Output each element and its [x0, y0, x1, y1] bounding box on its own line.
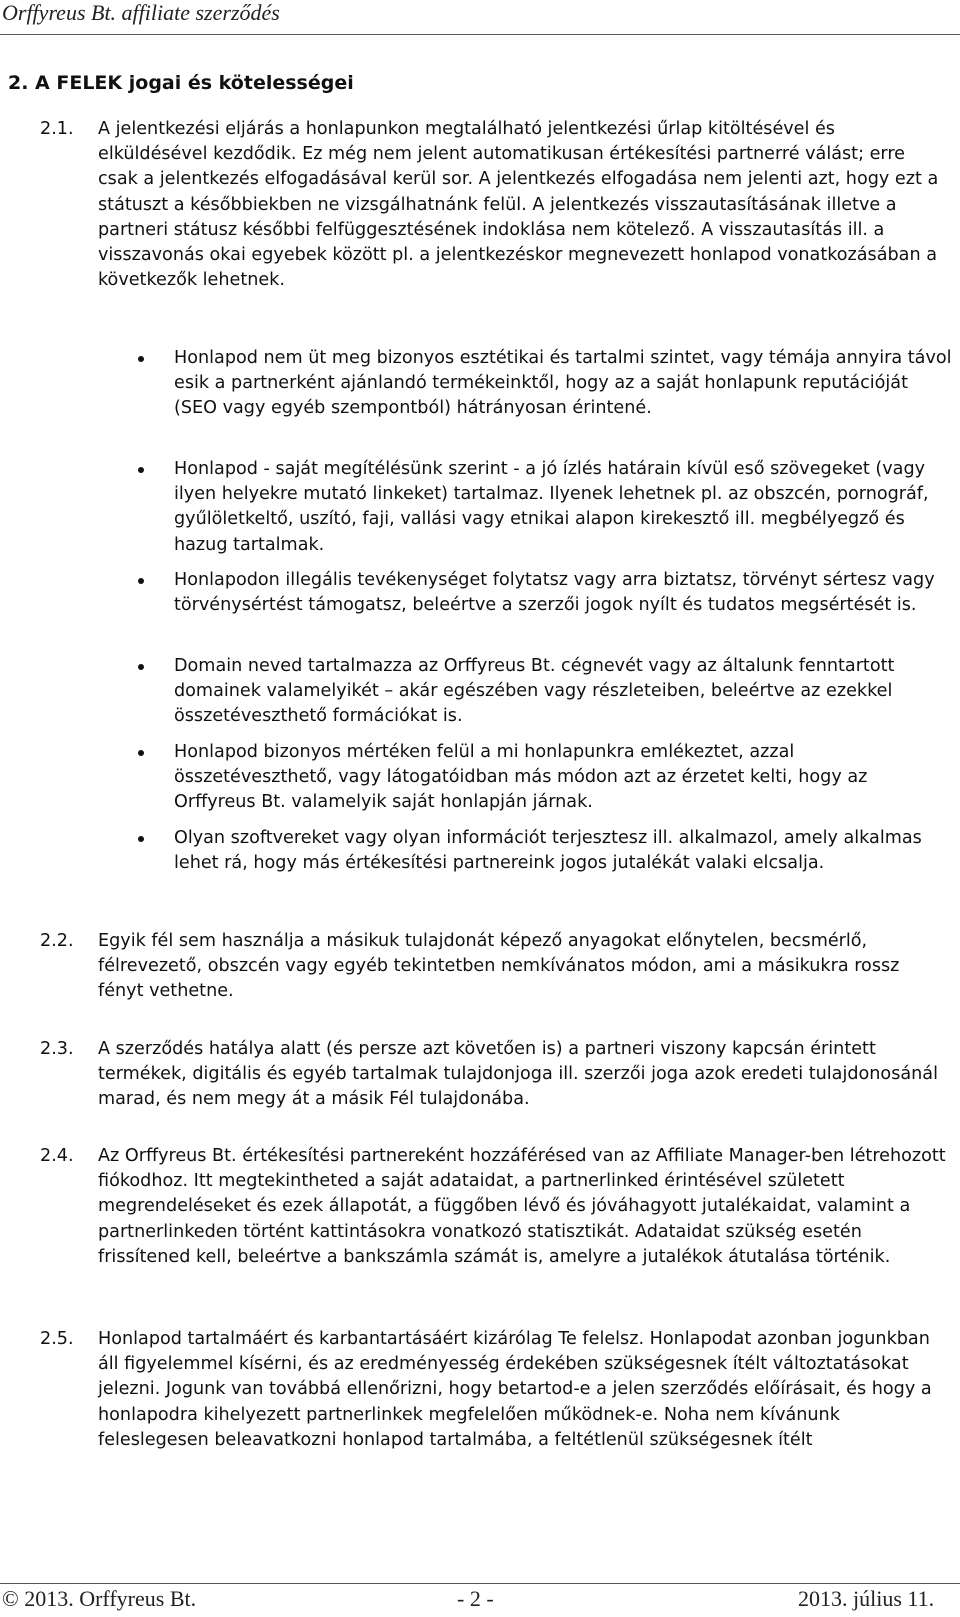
- list-item-text: Domain neved tartalmazza az Orffyreus Bt. cégnevét vagy az általunk fenntartott domainek valamelyikét – akár egészében vagy részleteiben, beleértve az ezekkel összetéveszthető formációkat is.: [174, 656, 895, 727]
- document-header-title: Orffyreus Bt. affiliate szerződés: [2, 0, 280, 25]
- footer-page-number: - 2 -: [457, 1586, 494, 1611]
- clause-number: 2.4.: [40, 1146, 74, 1166]
- clause-number: 2.2.: [40, 931, 74, 951]
- footer-copyright: © 2013. Orffyreus Bt.: [2, 1586, 197, 1611]
- list-item-text: Honlapod - saját megítélésünk szerint - a jó ízlés határain kívül eső szövegeket (vagy ilyen helyekre mutató linkeket) tartalmaz. Ilyenek lehetnek pl. az obszcén, pornográf, gyűlöletkeltő, uszító, faji, vallási vagy etnikai alapon kirekesztő ill. megbélyegző és hazug tartalmak.: [174, 459, 929, 555]
- clause-text: Egyik fél sem használja a másikuk tulajdonát képező anyagokat előnytelen, becsmérlő, félrevezető, obszcén vagy egyéb tekintetben nemkívánatos módon, ami a másikukra rossz fényt vethetne.: [98, 931, 900, 1002]
- clause-text: A szerződés hatálya alatt (és persze azt követően is) a partneri viszony kapcsán érintett termékek, digitális és egyéb tartalmak tulajdonjoga ill. szerzői joga azok eredeti tulajdonosánál marad, és nem megy át a másik Fél tulajdonába.: [98, 1039, 938, 1110]
- bullet-icon: [138, 578, 144, 584]
- footer-divider: [0, 1583, 960, 1584]
- bullet-icon: [138, 750, 144, 756]
- bullet-icon: [138, 467, 144, 473]
- list-item-text: Olyan szoftvereket vagy olyan információt terjesztesz ill. alkalmazol, amely alkalmas lehet rá, hogy más értékesítési partnereink jogos jutalékát valaki elcsalja.: [174, 828, 922, 874]
- clause-text: A jelentkezési eljárás a honlapunkon megtalálható jelentkezési űrlap kitöltésével és elküldésével kezdődik. Ez még nem jelent automatikusan értékesítési partnerré válást; erre csak a jelentkezés elfogadásával kerül sor. A jelentkezés elfogadása nem jelenti azt, hogy ezt a státuszt a későbbiekben ne vizsgálhatnánk felül. A jelentkezés visszautasításának illetve a partneri státusz későbbi felfüggesztésének indoklása nem kötelező. A visszautasítás ill. a visszavonás okai egyebek között pl. a jelentkezéskor megnevezett honlapod vonatkozásában a következők lehetnek.: [98, 119, 939, 291]
- section-title: 2. A FELEK jogai és kötelességei: [8, 72, 354, 94]
- bullet-icon: [138, 356, 144, 362]
- clause-text: Az Orffyreus Bt. értékesítési partnereként hozzáférésed van az Affiliate Manager-ben létrehozott fiókodhoz. Itt megtekintheted a saját adataidat, a partnerlinked érintésével született megrendeléseket és ezek állapotát, a függőben lévő és jóváhagyott jutalékaidat, valamint a partnerlinkeden történt kattintásokra vonatkozó statisztikát. Adataidat szükség esetén frissítened kell, beleértve a bankszámla számát is, amelyre a jutalékok átutalása történik.: [98, 1146, 946, 1267]
- bullet-icon: [138, 836, 144, 842]
- clause-number: 2.5.: [40, 1329, 74, 1349]
- footer-date: 2013. július 11.: [798, 1586, 935, 1611]
- list-item-text: Honlapod bizonyos mértéken felül a mi honlapunkra emlékeztet, azzal összetéveszthető, vagy látogatóidban más módon azt az érzetet kelti, hogy az Orffyreus Bt. valamelyik saját honlapján járnak.: [174, 742, 868, 813]
- clause-number: 2.1.: [40, 119, 74, 139]
- list-item-text: Honlapodon illegális tevékenységet folytatsz vagy arra biztatsz, törvényt sértesz vagy törvénysértést támogatsz, beleértve a szerzői jogok nyílt és tudatos megsértését is.: [174, 570, 935, 616]
- clause-text: Honlapod tartalmáért és karbantartásáért kizárólag Te felelsz. Honlapodat azonban jogunkban áll figyelemmel kísérni, és az eredményesség érdekében szükségesnek ítélt változtatásokat jelezni. Jogunk van továbbá ellenőrizni, hogy betartod-e a jelen szerződés előírásait, és hogy a honlapodra kihelyezett partnerlinkek megfelelően működnek-e. Noha nem kívánunk feleslegesen beleavatkozni honlapod tartalmába, a feltétlenül szükségesnek ítélt: [98, 1329, 932, 1450]
- bullet-icon: [138, 664, 144, 670]
- clause-number: 2.3.: [40, 1039, 74, 1059]
- list-item-text: Honlapod nem üt meg bizonyos esztétikai és tartalmi szintet, vagy témája annyira távol esik a partnerként ajánlandó termékeinktől, hogy az a saját honlapunk reputációját (SEO vagy egyéb szempontból) hátrányosan érintené.: [174, 348, 952, 419]
- header-divider: [0, 34, 960, 35]
